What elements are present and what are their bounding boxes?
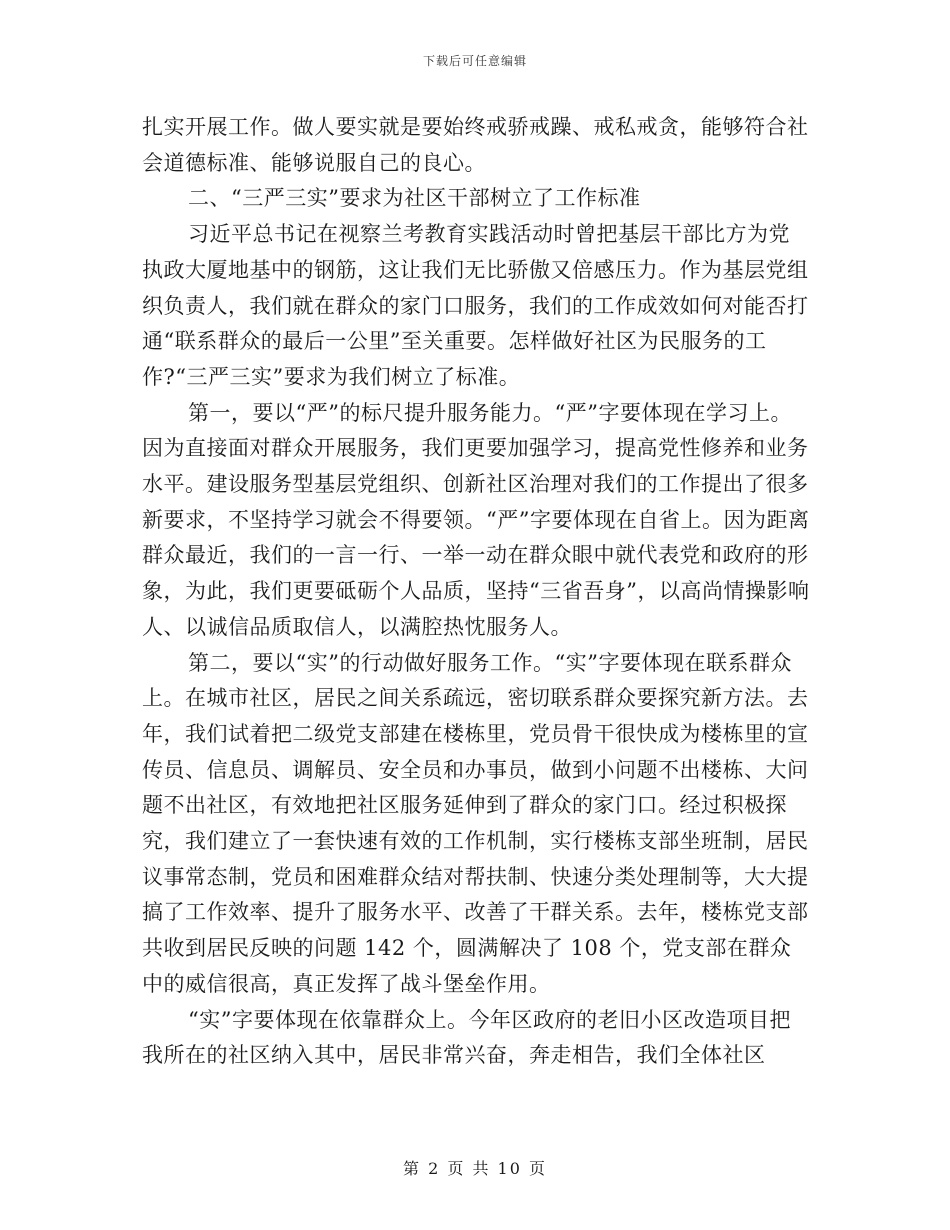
page-header: 下载后可任意编辑: [422, 54, 527, 68]
document-body: [142, 110, 810, 1074]
paragraph: 第一，要以“严”的标尺提升服务能力。“严”字要体现在学习上。因为直接面对群众开展服务，我们更要加强学习，提高党性修养和业务水平。建设服务型基层党组织、创新社区治理对我们的工作提出了很多新要求，不坚持学习就会不得要领。“严”字要体现在自省上。因为距离群众最近，我们的一言一行、一举一动在群众眼中就代表党和政府的形象，为此，我们更要砥砺个人品质，坚持“三省吾身”，以高尚情操影响人、以诚信品质取信人，以满腔热忱服务人。: [142, 400, 810, 639]
page-number-footer: 第 2 页 共 10 页: [403, 1159, 547, 1178]
paragraph: “实”字要体现在依靠群众上。今年区政府的老旧小区改造项目把我所在的社区纳入其中，居民非常兴奋，奔走相告，我们全体社区: [142, 1007, 791, 1068]
section-heading: 二、“三严三实”要求为社区干部树立了工作标准: [188, 186, 641, 211]
paragraph: 习近平总书记在视察兰考教育实践活动时曾把基层干部比方为党执政大厦地基中的钢筋，这让我们无比骄傲又倍感压力。作为基层党组织负责人，我们就在群众的家门口服务，我们的工作成效如何对能否打通“联系群众的最后一公里”至关重要。怎样做好社区为民服务的工作?“三严三实”要求为我们树立了标准。: [142, 222, 809, 389]
paragraph: 第二，要以“实”的行动做好服务工作。“实”字要体现在联系群众上。在城市社区，居民之间关系疏远，密切联系群众要探究新方法。去年，我们试着把二级党支部建在楼栋里，党员骨干很快成为楼栋里的宣传员、信息员、调解员、安全员和办事员，做到小问题不出楼栋、大问题不出社区，有效地把社区服务延伸到了群众的家门口。经过积极探究，我们建立了一套快速有效的工作机制，实行楼栋支部坐班制，居民议事常态制，党员和困难群众结对帮扶制、快速分类处理制等，大大提搞了工作效率、提升了服务水平、改善了干群关系。去年，楼栋党支部共收到居民反映的问题 142 个，圆满解决了 108 个，党支部在群众中的威信很高，真正发挥了战斗堡垒作用。: [142, 650, 809, 996]
paragraph: 扎实开展工作。做人要实就是要始终戒骄戒躁、戒私戒贪，能够符合社会道德标准、能够说服自己的良心。: [142, 115, 809, 175]
